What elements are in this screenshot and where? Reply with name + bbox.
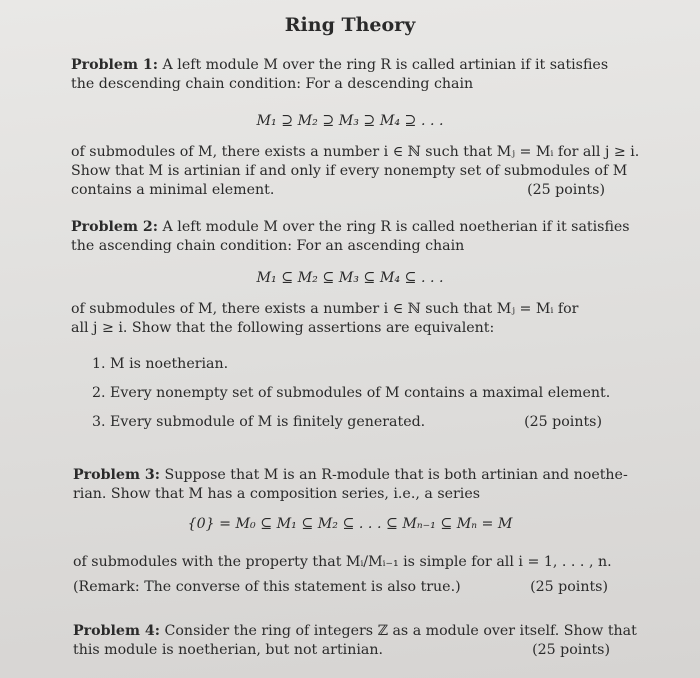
problem-1-intro bbox=[71, 56, 609, 94]
problem-2-item-3: 3. Every submodule of M is finitely generated. bbox=[92, 414, 426, 430]
problem-4-points: (25 points) bbox=[532, 642, 610, 658]
problem-3-intro bbox=[73, 466, 628, 504]
problem-1-body-line-1: of submodules of M, there exists a number i ∈ ℕ such that Mⱼ = Mᵢ for all j ≥ i. bbox=[71, 144, 640, 160]
problem-1-chain: M₁ ⊇ M₂ ⊇ M₃ ⊇ M₄ ⊇ . . . bbox=[256, 113, 444, 129]
problem-2-item-1: 1. M is noetherian. bbox=[92, 356, 229, 372]
problem-2-item-3-row bbox=[92, 414, 602, 430]
problem-1-intro-line-2: the descending chain condition: For a descending chain bbox=[71, 76, 474, 92]
problem-3-label: Problem 3: bbox=[73, 467, 161, 483]
problem-2-intro-line-1: A left module M over the ring R is called noetherian if it satisfies bbox=[162, 219, 630, 235]
problem-1-label: Problem 1: bbox=[71, 57, 159, 73]
problem-3-body-line-1: of submodules with the property that Mᵢ/Mᵢ₋₁ is simple for all i = 1, . . . , n. bbox=[73, 554, 612, 570]
problem-2-points: (25 points) bbox=[524, 414, 602, 430]
problem-2-body-line-2: all j ≥ i. Show that the following assertions are equivalent: bbox=[71, 320, 495, 336]
problem-2-body-line-1: of submodules of M, there exists a number i ∈ ℕ such that Mⱼ = Mᵢ for bbox=[71, 301, 579, 317]
page-title: Ring Theory bbox=[284, 14, 416, 36]
problem-2-label: Problem 2: bbox=[71, 219, 159, 235]
problem-1-body bbox=[71, 143, 640, 200]
problem-4-intro-line-1: Consider the ring of integers ℤ as a module over itself. Show that bbox=[164, 623, 637, 639]
problem-3-points: (25 points) bbox=[530, 579, 608, 595]
problem-1-intro-line-1: A left module M over the ring R is called artinian if it satisfies bbox=[162, 57, 609, 73]
problem-2-item-2: 2. Every nonempty set of submodules of M contains a maximal element. bbox=[92, 385, 611, 401]
problem-2-chain: M₁ ⊆ M₂ ⊆ M₃ ⊆ M₄ ⊆ . . . bbox=[256, 270, 444, 286]
problem-3-body bbox=[73, 553, 612, 597]
problem-1-body-line-3: contains a minimal element. bbox=[71, 182, 275, 198]
problem-1-body-line-2: Show that M is artinian if and only if every nonempty set of submodules of M bbox=[71, 163, 628, 179]
problem-3-remark: (Remark: The converse of this statement is also true.) bbox=[73, 579, 461, 595]
problem-3-intro-line-2: rian. Show that M has a composition series, i.e., a series bbox=[73, 486, 481, 502]
problem-3-intro-line-1: Suppose that M is an R-module that is both artinian and noethe- bbox=[164, 467, 628, 483]
problem-4-intro bbox=[73, 622, 637, 660]
problem-2-intro-line-2: the ascending chain condition: For an ascending chain bbox=[71, 238, 465, 254]
problem-1-points: (25 points) bbox=[527, 182, 605, 198]
problem-3-chain: {0} = M₀ ⊆ M₁ ⊆ M₂ ⊆ . . . ⊆ Mₙ₋₁ ⊆ Mₙ = M bbox=[187, 516, 513, 532]
problem-2-body bbox=[71, 300, 605, 338]
problem-2-intro bbox=[71, 218, 630, 256]
problem-4-label: Problem 4: bbox=[73, 623, 161, 639]
problem-4-intro-line-2: this module is noetherian, but not artinian. bbox=[73, 642, 383, 658]
